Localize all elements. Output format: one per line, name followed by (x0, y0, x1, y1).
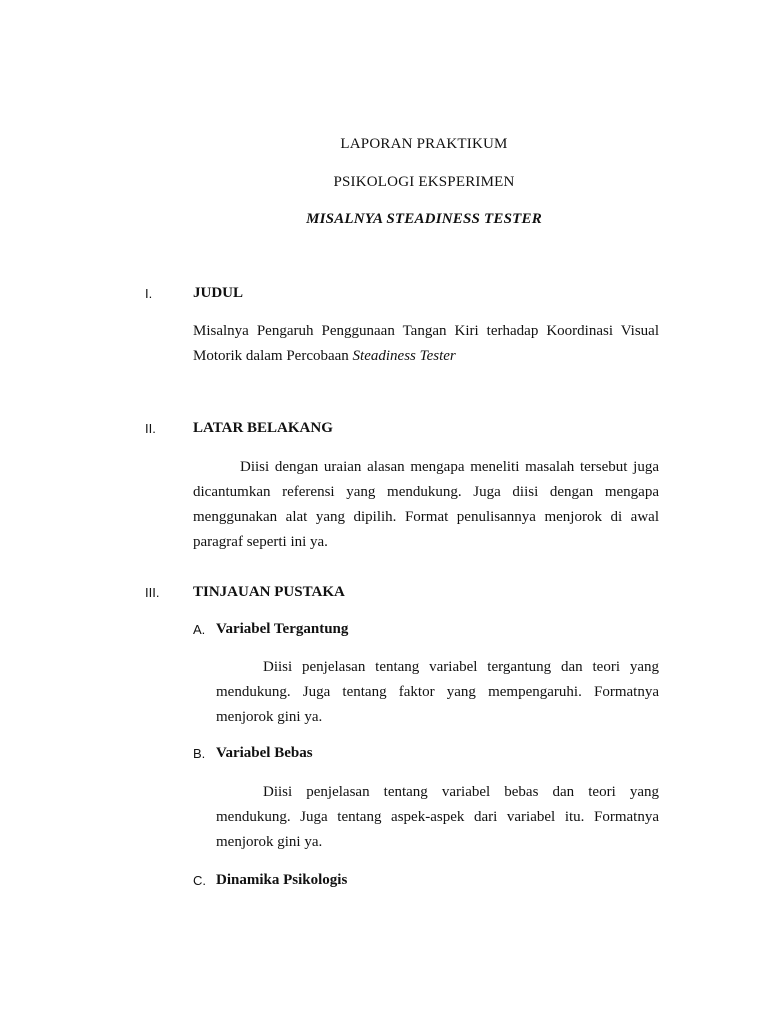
report-title: LAPORAN PRAKTIKUM (340, 136, 508, 152)
section-title-judul: JUDUL (193, 285, 244, 301)
section-2-paragraph: Diisi dengan uraian alasan mengapa meneliti masalah tersebut juga dicantumkan referensi yang mendukung. Juga diisi dengan mengapa menggunakan alat yang dipilih. Format penulisannya menjorok di awal paragraf seperti ini ya. (193, 459, 659, 550)
section-number-1: I. (145, 286, 153, 301)
section-title-latar-belakang: LATAR BELAKANG (193, 420, 333, 436)
section-title-tinjauan-pustaka: TINJAUAN PUSTAKA (193, 584, 345, 600)
subsection-a-paragraph: Diisi penjelasan tentang variabel tergantung dan teori yang mendukung. Juga tentang faktor yang mempengaruhi. Formatnya menjorok gini ya. (216, 659, 659, 725)
report-subject: PSIKOLOGI EKSPERIMEN (333, 174, 515, 190)
subsection-title-dinamika-psikologis: Dinamika Psikologis (216, 872, 348, 888)
subsection-letter-b: B. (193, 746, 206, 761)
report-topic: MISALNYA STEADINESS TESTER (306, 211, 542, 227)
section-number-3: III. (145, 585, 160, 600)
subsection-title-variabel-tergantung: Variabel Tergantung (216, 621, 349, 637)
section-1-italic-text: Steadiness Tester (352, 348, 456, 364)
subsection-b-paragraph: Diisi penjelasan tentang variabel bebas dan teori yang mendukung. Juga tentang aspek-aspek dari variabel itu. Formatnya menjorok gini ya. (216, 784, 659, 850)
section-1-paragraph (193, 319, 659, 369)
section-number-2: II. (145, 421, 156, 436)
subsection-letter-a: A. (193, 622, 206, 637)
section-1-text: Misalnya Pengaruh Penggunaan Tangan Kiri terhadap Koordinasi Visual Motorik dalam Percobaan (193, 323, 659, 364)
subsection-letter-c: C. (193, 873, 206, 888)
subsection-title-variabel-bebas: Variabel Bebas (216, 745, 313, 761)
